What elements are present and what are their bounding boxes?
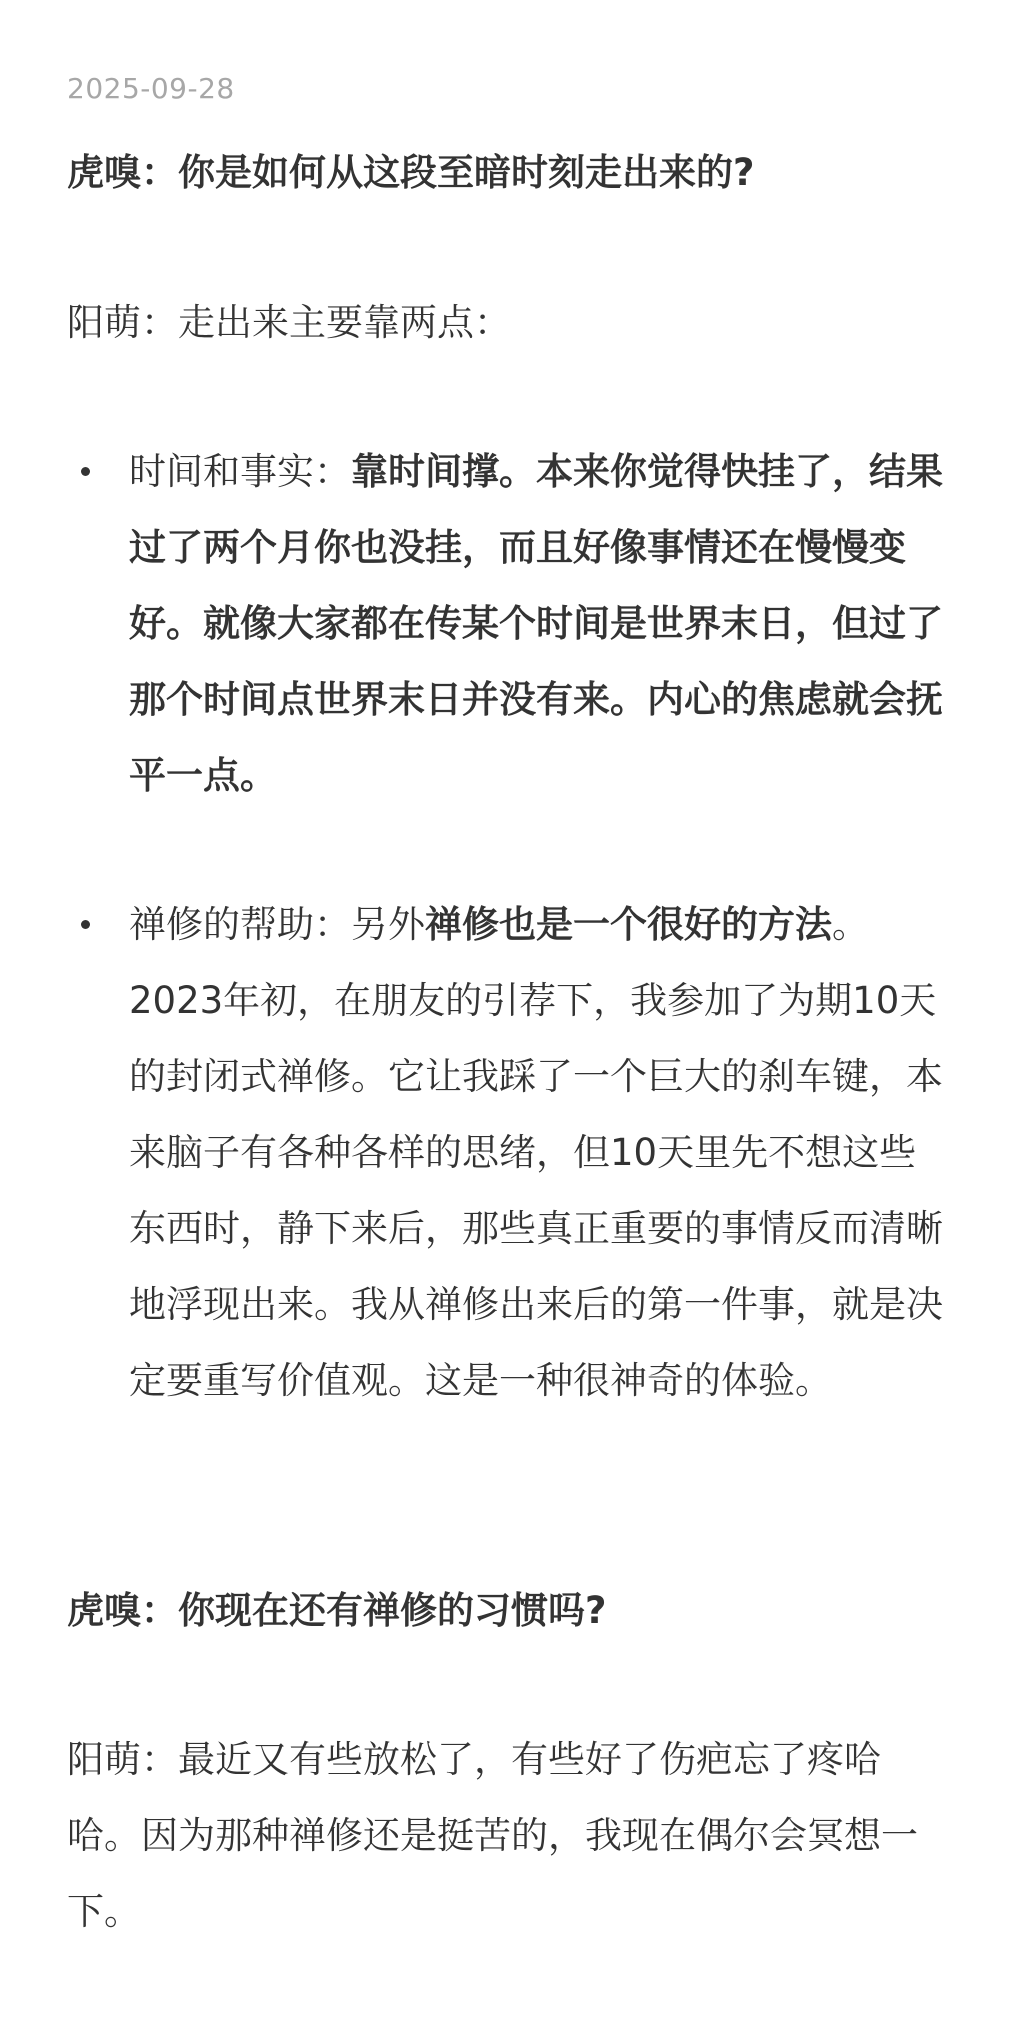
list-item-emphasis: 禅修也是一个很好的方法 <box>425 903 832 946</box>
bullet-dot-icon <box>81 467 90 476</box>
answer-1-intro: 阳萌：走出来主要靠两点： <box>67 301 511 344</box>
list-item-label: 禅修的帮助：另外 <box>129 903 425 946</box>
bullet-dot-icon <box>81 920 90 929</box>
list-item-text <box>129 887 949 1419</box>
question-1: 虎嗅：你是如何从这段至暗时刻走出来的? <box>67 151 755 194</box>
list-item-emphasis: 靠时间撑。本来你觉得快挂了，结果过了两个月你也没挂，而且好像事情还在慢慢变好。就像大家都在传某个时间是世界末日，但过了那个时间点世界末日并没有来。内心的焦虑就会抚平一点。 <box>129 450 943 797</box>
list-item-body: 。2023年初，在朋友的引荐下，我参加了为期10天的封闭式禅修。它让我踩了一个巨大的刹车键，本来脑子有各种各样的思绪，但10天里先不想这些东西时，静下来后，那些真正重要的事情反而清晰地浮现出来。我从禅修出来后的第一件事，就是决定要重写价值观。这是一种很神奇的体验。 <box>129 903 943 1402</box>
answer-2: 阳萌：最近又有些放松了，有些好了伤疤忘了疼哈哈。因为那种禅修还是挺苦的，我现在偶尔会冥想一下。 <box>67 1738 918 1933</box>
question-2: 虎嗅：你现在还有禅修的习惯吗? <box>67 1589 607 1632</box>
publish-date: 2025-09-28 <box>67 72 235 105</box>
list-item-label: 时间和事实： <box>129 450 351 493</box>
list-item-text <box>129 434 949 814</box>
